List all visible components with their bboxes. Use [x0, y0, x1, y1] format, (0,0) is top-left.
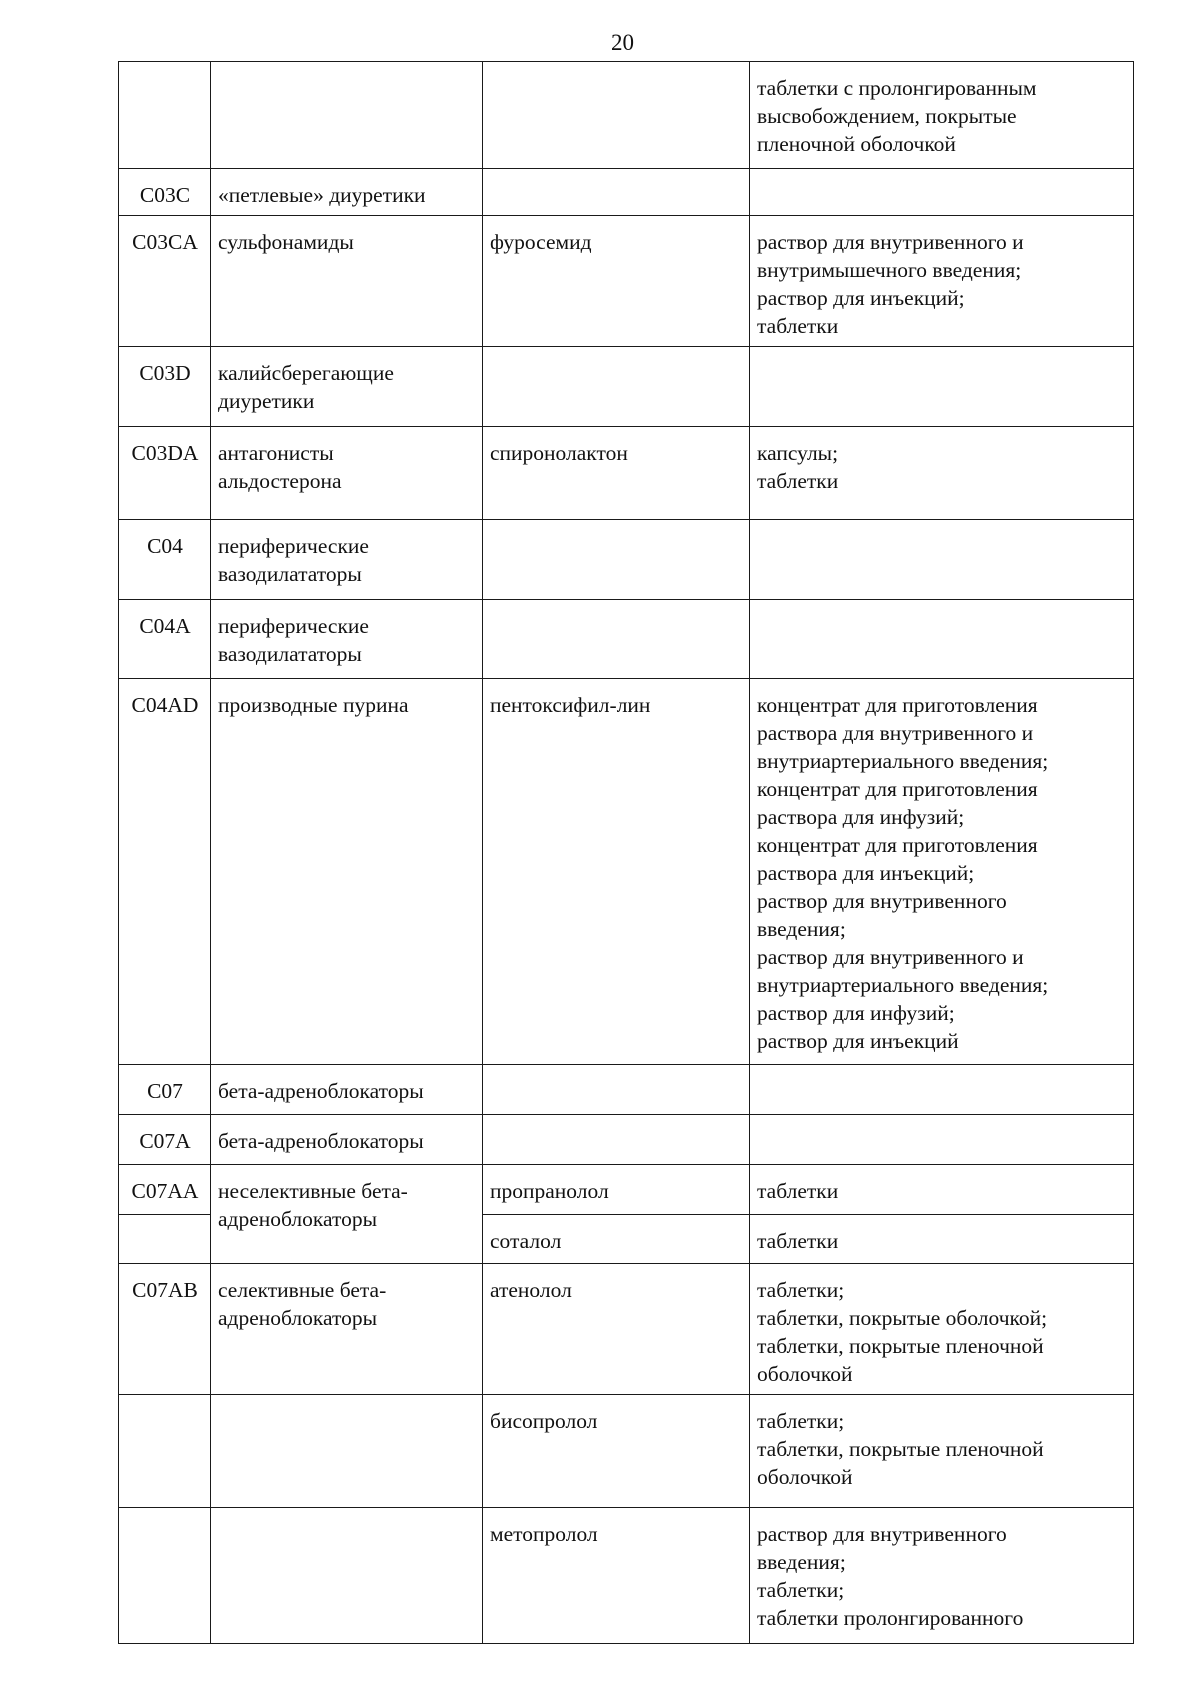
group-name-cell-line: диуретики	[218, 389, 315, 413]
dosage-forms-cell	[750, 1264, 1134, 1395]
dosage-forms-cell-line: таблетки;	[757, 1409, 845, 1433]
dosage-forms-cell-line: таблетки	[757, 1179, 839, 1203]
atc-code-cell: C04A	[119, 600, 211, 679]
group-name-cell	[211, 62, 483, 169]
atc-code-cell: C04	[119, 520, 211, 600]
group-name-cell	[211, 1065, 483, 1115]
table-row	[119, 1165, 1134, 1215]
table-row	[119, 1065, 1134, 1115]
dosage-forms-cell-line: концентрат для приготовления	[757, 777, 1038, 801]
dosage-forms-cell-line: раствор для внутривенного	[757, 889, 1007, 913]
dosage-forms-cell-line: оболочкой	[757, 1362, 853, 1386]
table-row	[119, 1395, 1134, 1508]
dosage-forms-cell-line: таблетки;	[757, 1278, 845, 1302]
dosage-forms-cell-line: высвобождением, покрытые	[757, 104, 1017, 128]
atc-code-cell	[119, 1395, 211, 1508]
atc-code-cell: C04AD	[119, 679, 211, 1065]
page-number: 20	[611, 30, 634, 55]
group-name-cell	[211, 1165, 483, 1264]
table-row	[119, 169, 1134, 216]
atc-code-cell: C03C	[119, 169, 211, 216]
group-name-cell-line: антагонисты	[218, 441, 334, 465]
dosage-forms-cell	[750, 427, 1134, 520]
drug-name-cell	[483, 1115, 750, 1165]
dosage-forms-cell	[750, 347, 1134, 427]
dosage-forms-cell-line: таблетки, покрытые оболочкой;	[757, 1306, 1048, 1330]
group-name-cell	[211, 1395, 483, 1508]
group-name-cell	[211, 347, 483, 427]
dosage-forms-cell-line: раствор для внутривенного и	[757, 230, 1024, 254]
atc-code-cell: C07AA	[119, 1165, 211, 1215]
table-row	[119, 520, 1134, 600]
group-name-cell-line: альдостерона	[218, 469, 342, 493]
atc-code-cell	[119, 1508, 211, 1644]
drug-list-table	[118, 61, 1134, 1644]
table-row	[119, 1264, 1134, 1395]
dosage-forms-cell-line: раствора для внутривенного и	[757, 721, 1034, 745]
dosage-forms-cell	[750, 1395, 1134, 1508]
dosage-forms-cell-line: концентрат для приготовления	[757, 833, 1038, 857]
dosage-forms-cell-line: раствор для внутривенного	[757, 1522, 1007, 1546]
group-name-cell	[211, 169, 483, 216]
drug-name-cell	[483, 600, 750, 679]
atc-code-cell	[119, 1215, 211, 1264]
dosage-forms-cell-line: таблетки с пролонгированным	[757, 76, 1037, 100]
drug-name-cell	[483, 169, 750, 216]
atc-code-cell: C07	[119, 1065, 211, 1115]
dosage-forms-cell	[750, 520, 1134, 600]
dosage-forms-cell-line: внутриартериального введения;	[757, 973, 1049, 997]
table-row	[119, 1115, 1134, 1165]
atc-code-cell: C03CA	[119, 216, 211, 347]
atc-code-cell: C03DA	[119, 427, 211, 520]
group-name-cell-line: селективные бета-	[218, 1278, 387, 1302]
group-name-cell	[211, 427, 483, 520]
drug-name-cell	[483, 520, 750, 600]
atc-code-cell: C07AB	[119, 1264, 211, 1395]
group-name-cell-line: «петлевые» диуретики	[218, 183, 426, 207]
group-name-cell-line: вазодилататоры	[218, 562, 362, 586]
dosage-forms-cell-line: таблетки пролонгированного	[757, 1606, 1024, 1630]
dosage-forms-cell-line: раствора для инфузий;	[757, 805, 965, 829]
group-name-cell-line: неселективные бета-	[218, 1179, 408, 1203]
dosage-forms-cell-line: концентрат для приготовления	[757, 693, 1038, 717]
dosage-forms-cell-line: таблетки	[757, 314, 839, 338]
dosage-forms-cell	[750, 600, 1134, 679]
table-row	[119, 600, 1134, 679]
group-name-cell-line: адреноблокаторы	[218, 1306, 378, 1330]
table-row	[119, 1508, 1134, 1644]
group-name-cell-line: бета-адреноблокаторы	[218, 1079, 424, 1103]
dosage-forms-cell-line: таблетки, покрытые пленочной	[757, 1437, 1044, 1461]
group-name-cell-line: периферические	[218, 534, 369, 558]
group-name-cell-line: вазодилататоры	[218, 642, 362, 666]
table-row	[119, 216, 1134, 347]
dosage-forms-cell-line: раствор для инъекций;	[757, 286, 965, 310]
drug-name-cell: пропранолол	[483, 1165, 750, 1215]
drug-name-cell: соталол	[483, 1215, 750, 1264]
dosage-forms-cell	[750, 216, 1134, 347]
drug-name-cell: спиронолактон	[483, 427, 750, 520]
table-row	[119, 347, 1134, 427]
drug-name-cell: фуросемид	[483, 216, 750, 347]
group-name-cell	[211, 1264, 483, 1395]
dosage-forms-cell-line: таблетки, покрытые пленочной	[757, 1334, 1044, 1358]
drug-name-cell: пентоксифил-лин	[483, 679, 750, 1065]
drug-name-cell: атенолол	[483, 1264, 750, 1395]
group-name-cell-line: калийсберегающие	[218, 361, 394, 385]
group-name-cell	[211, 1508, 483, 1644]
group-name-cell-line: адреноблокаторы	[218, 1207, 378, 1231]
group-name-cell-line: периферические	[218, 614, 369, 638]
group-name-cell-line: сульфонамиды	[218, 230, 354, 254]
drug-name-cell	[483, 62, 750, 169]
drug-name-cell: бисопролол	[483, 1395, 750, 1508]
dosage-forms-cell	[750, 1508, 1134, 1644]
dosage-forms-cell	[750, 1165, 1134, 1215]
dosage-forms-cell-line: раствора для инъекций;	[757, 861, 975, 885]
group-name-cell	[211, 1115, 483, 1165]
dosage-forms-cell	[750, 62, 1134, 169]
table-row	[119, 427, 1134, 520]
group-name-cell-line: производные пурина	[218, 693, 409, 717]
group-name-cell-line: бета-адреноблокаторы	[218, 1129, 424, 1153]
dosage-forms-cell-line: раствор для внутривенного и	[757, 945, 1024, 969]
group-name-cell	[211, 600, 483, 679]
dosage-forms-cell-line: таблетки	[757, 469, 839, 493]
group-name-cell	[211, 520, 483, 600]
table-row	[119, 679, 1134, 1065]
drug-name-cell	[483, 1065, 750, 1115]
dosage-forms-cell-line: раствор для инъекций	[757, 1029, 959, 1053]
dosage-forms-cell	[750, 679, 1134, 1065]
dosage-forms-cell-line: введения;	[757, 1550, 846, 1574]
dosage-forms-cell	[750, 1215, 1134, 1264]
dosage-forms-cell	[750, 1115, 1134, 1165]
dosage-forms-cell-line: пленочной оболочкой	[757, 132, 956, 156]
dosage-forms-cell-line: внутримышечного введения;	[757, 258, 1022, 282]
dosage-forms-cell-line: капсулы;	[757, 441, 839, 465]
dosage-forms-cell-line: введения;	[757, 917, 846, 941]
atc-code-cell: C07A	[119, 1115, 211, 1165]
group-name-cell	[211, 216, 483, 347]
atc-code-cell: C03D	[119, 347, 211, 427]
group-name-cell	[211, 679, 483, 1065]
dosage-forms-cell-line: таблетки;	[757, 1578, 845, 1602]
dosage-forms-cell-line: таблетки	[757, 1229, 839, 1253]
dosage-forms-cell-line: внутриартериального введения;	[757, 749, 1049, 773]
drug-name-cell: метопролол	[483, 1508, 750, 1644]
dosage-forms-cell	[750, 169, 1134, 216]
table-row	[119, 62, 1134, 169]
dosage-forms-cell-line: раствор для инфузий;	[757, 1001, 955, 1025]
atc-code-cell	[119, 62, 211, 169]
drug-name-cell	[483, 347, 750, 427]
dosage-forms-cell-line: оболочкой	[757, 1465, 853, 1489]
dosage-forms-cell	[750, 1065, 1134, 1115]
